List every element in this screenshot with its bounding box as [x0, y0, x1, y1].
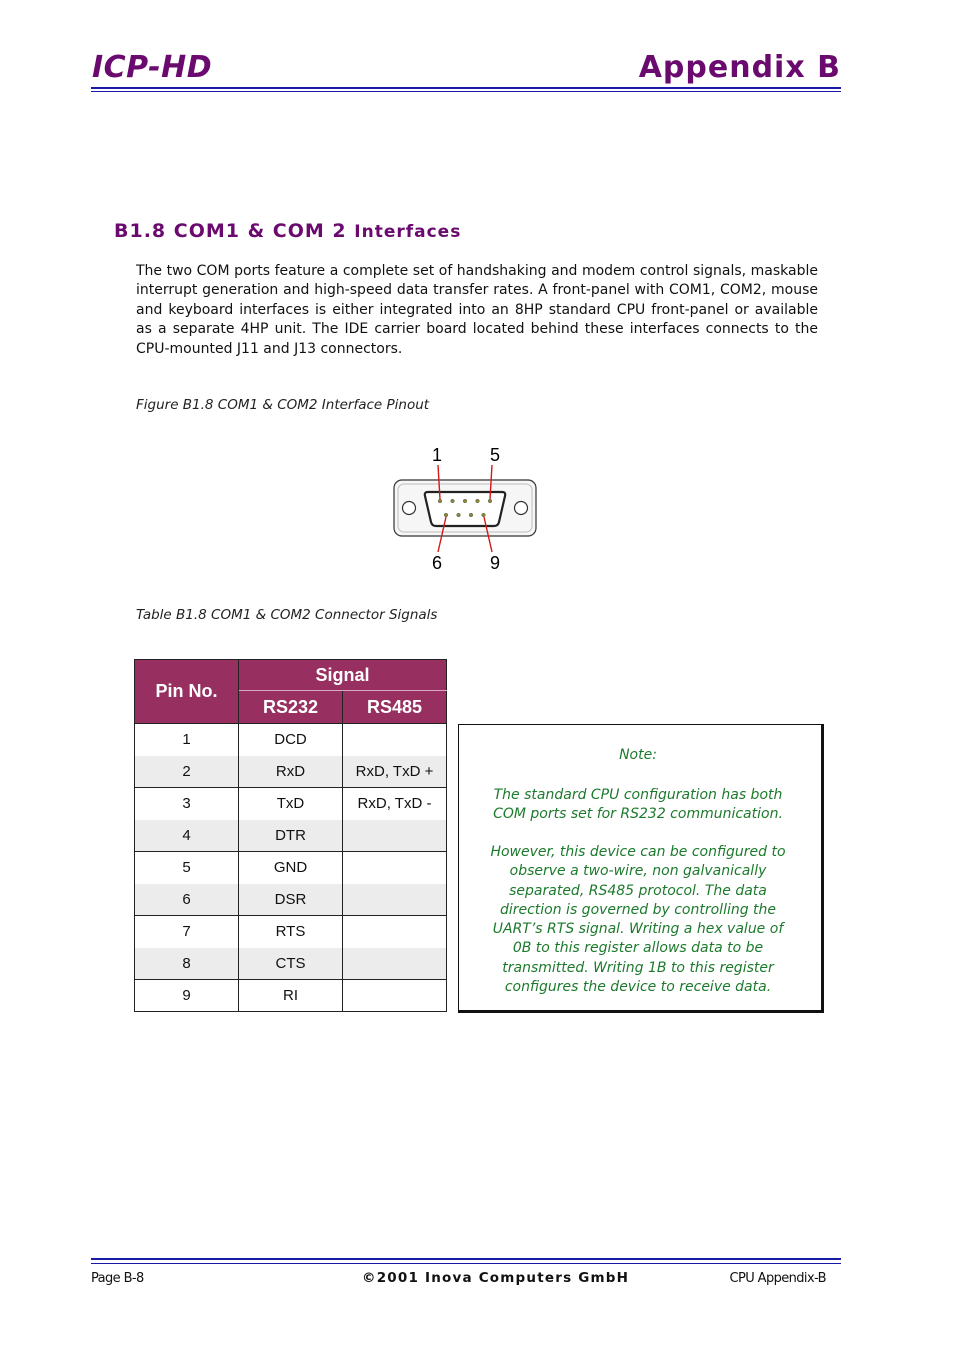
cell-rs232: RTS [239, 916, 343, 948]
note-line: UART’s RTS signal. Writing a hex value of [492, 921, 784, 938]
note-line: configures the device to receive data. [504, 979, 772, 996]
header-title: ICP-HD [92, 50, 213, 85]
footer-copyright: ©2001 Inova Computers GmbH [362, 1270, 630, 1286]
cell-pin: 4 [135, 820, 239, 852]
note-line: transmitted. Writing 1B to this register [502, 959, 774, 976]
cell-pin: 6 [135, 884, 239, 916]
cell-rs232: RxD [239, 756, 343, 788]
cell-rs232: GND [239, 852, 343, 884]
note-line: 0B to this register allows data to be [512, 940, 764, 957]
pin-label-1: 1 [431, 445, 443, 465]
pin-label-5: 5 [489, 445, 501, 465]
cell-pin: 9 [135, 980, 239, 1012]
cell-rs232: DCD [239, 724, 343, 756]
cell-rs485 [343, 916, 447, 948]
pin-label-6: 6 [431, 553, 443, 573]
cell-rs485 [343, 852, 447, 884]
table-row [135, 980, 447, 1012]
section-title-tail: Interfaces [354, 222, 462, 242]
cell-pin: 8 [135, 948, 239, 980]
section-title-main: COM1 & COM 2 [173, 220, 347, 242]
table-row [135, 884, 447, 916]
cell-rs232: CTS [239, 948, 343, 980]
signal-table [134, 659, 447, 1012]
table-row [135, 820, 447, 852]
note-line: However, this device can be configured to [490, 844, 786, 860]
connector-d-face [425, 492, 505, 526]
cell-pin: 5 [135, 852, 239, 884]
cell-pin: 3 [135, 788, 239, 820]
cell-rs485: RxD, TxD + [343, 756, 447, 788]
db9-connector-diagram [380, 436, 560, 576]
cell-rs232: DSR [239, 884, 343, 916]
body-paragraph: The two COM ports feature a complete set of handshaking and modem control signals, maskable interrupt generation and high-speed data transfer rates. A front-panel with COM1, COM2, mouse and keyboard interfaces is either integrated into an 8HP standard CPU front-panel or available as a separate 4HP unit. The IDE carrier board located behind these interfaces connects to the CPU-mounted J11 and J13 connectors. [136, 263, 818, 357]
cell-rs485 [343, 948, 447, 980]
section-number: B1.8 [114, 220, 167, 242]
table-row [135, 724, 447, 756]
cell-rs232: DTR [239, 820, 343, 852]
mounting-hole-left [403, 502, 416, 515]
table-row [135, 788, 447, 820]
footer-rule-thin [91, 1263, 841, 1264]
header-appendix: Appendix B [638, 50, 841, 85]
cell-rs485 [343, 820, 447, 852]
footer-page-number: Page B-8 [91, 1271, 144, 1286]
note-title: Note: [619, 747, 657, 763]
cell-pin: 2 [135, 756, 239, 788]
note-line: separated, RS485 protocol. The data [509, 882, 767, 899]
header-rs232: RS232 [239, 691, 343, 724]
table-row [135, 756, 447, 788]
header-rs485: RS485 [343, 691, 447, 724]
cell-pin: 1 [135, 724, 239, 756]
cell-pin: 7 [135, 916, 239, 948]
header-pin-no: Pin No. [135, 660, 239, 724]
note-paragraph-1 [478, 786, 798, 825]
cell-rs485 [343, 884, 447, 916]
note-line: COM ports set for RS232 communication. [493, 806, 783, 823]
note-paragraph-2 [478, 843, 798, 997]
table-caption: Table B1.8 COM1 & COM2 Connector Signals [136, 607, 438, 623]
table-row [135, 852, 447, 884]
table-row [135, 916, 447, 948]
footer-rule [91, 1258, 841, 1260]
note-line: observe a two-wire, non galvanically [509, 863, 767, 880]
figure-caption: Figure B1.8 COM1 & COM2 Interface Pinout [136, 397, 430, 413]
note-line: The standard CPU configuration has both [493, 787, 783, 803]
pin-label-9: 9 [489, 553, 501, 573]
section-heading [114, 220, 461, 242]
footer-doc-name: CPU Appendix-B [729, 1271, 826, 1286]
header-rule [91, 87, 841, 89]
cell-rs485 [343, 980, 447, 1012]
cell-rs232: RI [239, 980, 343, 1012]
header-rule-thin [91, 91, 841, 92]
cell-rs232: TxD [239, 788, 343, 820]
cell-rs485: RxD, TxD - [343, 788, 447, 820]
table-row [135, 948, 447, 980]
note-line: direction is governed by controlling the [499, 901, 777, 918]
mounting-hole-right [515, 502, 528, 515]
cell-rs485 [343, 724, 447, 756]
header-signal: Signal [239, 660, 447, 691]
